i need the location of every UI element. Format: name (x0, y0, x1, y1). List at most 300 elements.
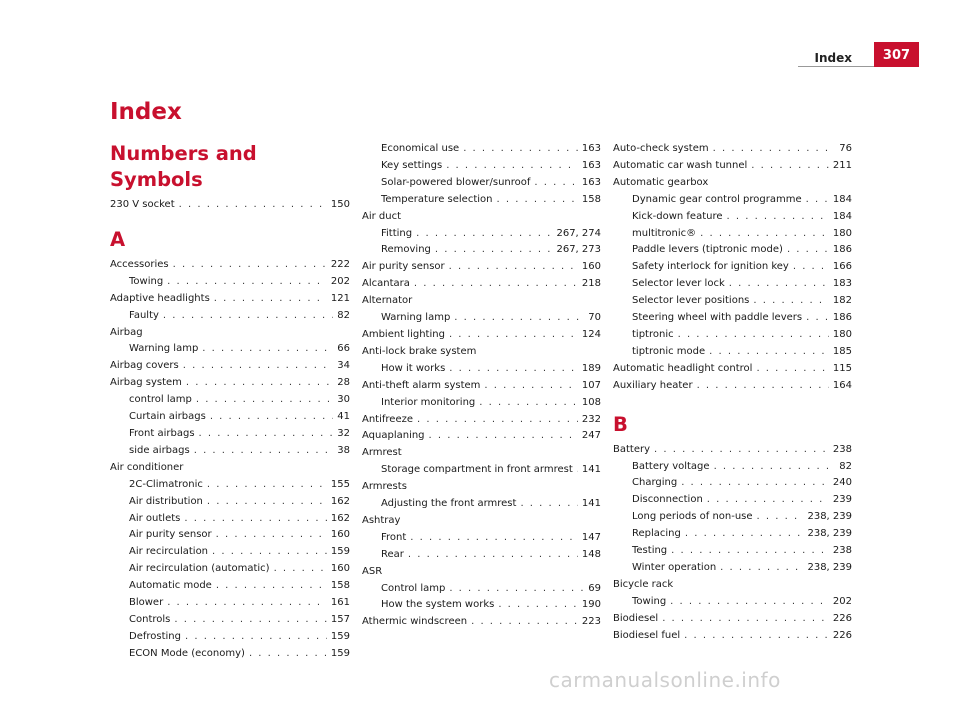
index-subentry (613, 475, 852, 492)
section-heading-b: B (613, 412, 628, 436)
index-subentry (362, 175, 601, 192)
entry-page: 164 (832, 379, 852, 391)
index-subentry (362, 496, 601, 513)
entry-term: Fitting (381, 227, 413, 239)
index-subentry (110, 646, 350, 663)
entry-term: Ambient lighting (362, 328, 445, 340)
entry-page: 240 (832, 477, 852, 489)
entry-page: 159 (330, 630, 350, 642)
index-subentry (362, 192, 601, 209)
entry-term: Charging (632, 477, 678, 489)
entry-term: Alcantara (362, 278, 410, 290)
index-subentry (613, 192, 852, 209)
index-subentry (110, 494, 350, 511)
entry-term: Testing (632, 545, 668, 557)
entry-term: Aquaplaning (362, 430, 425, 442)
dot-leader (700, 226, 829, 243)
entry-term: Adaptive headlights (110, 292, 210, 304)
entry-page: 107 (581, 379, 601, 391)
entry-page: 160 (330, 563, 350, 575)
dot-leader (249, 646, 327, 663)
entries-a-part3 (613, 141, 852, 395)
index-heading: Alternator (362, 295, 413, 307)
index-entry (613, 141, 852, 158)
entry-term: Faulty (129, 309, 159, 321)
index-entry (362, 378, 601, 395)
dot-leader (729, 276, 829, 293)
index-subentry (362, 597, 601, 614)
index-entry (362, 614, 601, 631)
index-subentry (110, 612, 350, 629)
dot-leader (713, 141, 836, 158)
index-subentry (613, 327, 852, 344)
dot-leader (216, 578, 327, 595)
entry-page: 38 (337, 444, 350, 456)
entry-term: Air recirculation (129, 546, 209, 558)
entry-term: Long periods of non-use (632, 511, 753, 523)
index-entry (613, 158, 852, 175)
index-subentry (110, 308, 350, 325)
dot-leader (446, 158, 578, 175)
index-entry (613, 628, 852, 645)
index-entry (362, 276, 601, 293)
index-subentry (110, 341, 350, 358)
index-heading: Ashtray (362, 514, 401, 526)
entry-page: 160 (581, 261, 601, 273)
dot-leader (707, 492, 829, 509)
entry-term: Accessories (110, 258, 169, 270)
entry-term: Removing (381, 244, 431, 256)
entry-term: Front (381, 531, 407, 543)
dot-leader (449, 581, 584, 598)
entry-page: 239 (832, 494, 852, 506)
dot-leader (163, 308, 333, 325)
index-heading: Air duct (362, 210, 402, 222)
entry-page: 202 (832, 595, 852, 607)
entry-term: How it works (381, 362, 446, 374)
section-heading-numbers: Numbers and Symbols (110, 142, 257, 191)
index-subentry (110, 426, 350, 443)
index-subentry (362, 141, 601, 158)
index-subentry (362, 547, 601, 564)
dot-leader (167, 595, 327, 612)
index-subentry (362, 361, 601, 378)
index-subentry (110, 595, 350, 612)
index-entry (613, 378, 852, 395)
entry-page: 247 (581, 430, 601, 442)
entry-term: Blower (129, 597, 164, 609)
entry-term: control lamp (129, 394, 192, 406)
index-entry (362, 327, 601, 344)
entry-page: 34 (337, 360, 350, 372)
index-subentry (110, 544, 350, 561)
entry-term: Warning lamp (129, 343, 199, 355)
dot-leader (697, 378, 829, 395)
dot-leader (274, 561, 327, 578)
entry-page: 158 (330, 580, 350, 592)
index-column-3 (613, 141, 852, 644)
dot-leader (654, 442, 829, 459)
dot-leader (408, 547, 578, 564)
dot-leader (577, 462, 578, 479)
index-subentry (110, 511, 350, 528)
dot-leader (435, 242, 553, 259)
entry-term: multitronic® (632, 227, 697, 239)
index-subentry (362, 226, 601, 243)
entry-page: 226 (832, 629, 852, 641)
entry-term: Biodiesel fuel (613, 629, 681, 641)
entry-page: 69 (588, 582, 601, 594)
entry-page: 180 (832, 227, 852, 239)
index-subentry (362, 581, 601, 598)
dot-leader (787, 242, 829, 259)
dot-leader (185, 629, 327, 646)
entry-page: 186 (832, 312, 852, 324)
dot-leader (210, 409, 333, 426)
dot-leader (167, 274, 327, 291)
index-column-2 (362, 141, 601, 631)
entry-page: 267, 274 (556, 227, 601, 239)
entry-page: 238, 239 (807, 528, 852, 540)
entry-term: Air recirculation (automatic) (129, 563, 270, 575)
index-subentry (613, 459, 852, 476)
index-subentry (110, 443, 350, 460)
index-subentry (110, 274, 350, 291)
dot-leader (449, 259, 578, 276)
entry-term: Automatic mode (129, 580, 212, 592)
entry-page: 41 (337, 411, 350, 423)
entry-term: side airbags (129, 444, 190, 456)
entry-term: Economical use (381, 143, 460, 154)
entry-term: Airbag system (110, 377, 182, 389)
dot-leader (498, 597, 578, 614)
entry-term: Disconnection (632, 494, 703, 506)
index-subentry (613, 276, 852, 293)
dot-leader (685, 526, 804, 543)
index-heading: Air conditioner (110, 461, 184, 473)
entry-page: 202 (330, 275, 350, 287)
entry-term: 2C-Climatronic (129, 478, 203, 490)
entry-term: Paddle levers (tiptronic mode) (632, 244, 783, 256)
entry-page: 28 (337, 377, 350, 389)
dot-leader (720, 560, 803, 577)
entry-page: 183 (832, 278, 852, 290)
entry-page: 163 (581, 143, 601, 154)
entry-term: Auto-check system (613, 143, 709, 154)
entry-page: 186 (832, 244, 852, 256)
entry-page: 238, 239 (807, 561, 852, 573)
entry-term: Air purity sensor (129, 529, 212, 541)
dot-leader (449, 361, 578, 378)
index-subentry (613, 344, 852, 361)
index-entry (613, 611, 852, 628)
entry-page: 166 (832, 261, 852, 273)
entry-term: Battery (613, 443, 651, 455)
entry-page: 124 (581, 328, 601, 340)
entry-page: 159 (330, 546, 350, 558)
dot-leader (806, 192, 829, 209)
index-entry (110, 291, 350, 308)
dot-leader (186, 375, 333, 392)
index-subentry (613, 226, 852, 243)
entry-page: 182 (832, 295, 852, 307)
entry-term: Air outlets (129, 512, 181, 524)
entry-term: Storage compartment in front armrest (381, 464, 573, 476)
entry-term: Temperature selection (381, 193, 493, 205)
entry-page: 238 (832, 443, 852, 455)
index-subentry (613, 259, 852, 276)
index-subentry (362, 530, 601, 547)
entry-term: Airbag covers (110, 360, 179, 372)
dot-leader (751, 158, 829, 175)
entry-page: 30 (337, 394, 350, 406)
dot-leader (496, 192, 577, 209)
entry-page: 238, 239 (807, 511, 852, 523)
index-entry (110, 358, 350, 375)
header-rule (798, 66, 874, 67)
entry-term: Front airbags (129, 427, 195, 439)
index-entry (362, 428, 601, 445)
dot-leader (179, 197, 327, 214)
index-subentry (613, 560, 852, 577)
entry-term: Defrosting (129, 630, 181, 642)
index-subentry (362, 395, 601, 412)
index-subentry (110, 629, 350, 646)
index-subentry (362, 242, 601, 259)
entry-page: 76 (839, 143, 852, 154)
entry-page: 82 (337, 309, 350, 321)
entry-term: Dynamic gear control programme (632, 193, 802, 205)
index-entry (110, 197, 350, 214)
index-heading: ASR (362, 565, 383, 577)
entries-a-part2 (362, 141, 601, 631)
dot-leader (196, 392, 333, 409)
entry-term: Adjusting the front armrest (381, 498, 517, 510)
dot-leader (671, 543, 829, 560)
entry-page: 141 (581, 498, 601, 510)
entry-term: Curtain airbags (129, 411, 206, 423)
entry-page: 158 (581, 193, 601, 205)
dot-leader (756, 361, 828, 378)
dot-leader (534, 175, 577, 192)
page-number: 307 (874, 42, 919, 67)
dot-leader (709, 344, 829, 361)
entries-numbers (110, 197, 350, 214)
entry-term: Steering wheel with paddle levers (632, 312, 803, 324)
dot-leader (670, 594, 829, 611)
dot-leader (681, 475, 829, 492)
dot-leader (216, 527, 327, 544)
index-subentry (362, 158, 601, 175)
index-heading: Automatic gearbox (613, 176, 709, 188)
dot-leader (753, 293, 829, 310)
index-subentry (613, 543, 852, 560)
entry-term: Safety interlock for ignition key (632, 261, 789, 273)
index-entry (362, 412, 601, 429)
header-label: Index (814, 51, 852, 65)
index-subentry (110, 477, 350, 494)
entry-term: 230 V socket (110, 199, 175, 210)
entry-page: 189 (581, 362, 601, 374)
dot-leader (520, 496, 577, 513)
entry-page: 82 (839, 460, 852, 472)
entry-term: Athermic windscreen (362, 616, 468, 628)
entry-term: Selector lever lock (632, 278, 725, 290)
entry-term: How the system works (381, 599, 495, 611)
entry-page: 141 (581, 464, 601, 476)
dot-leader (199, 426, 334, 443)
index-subentry (362, 310, 601, 327)
index-heading: Anti-lock brake system (362, 345, 477, 357)
entry-term: Interior monitoring (381, 396, 476, 408)
entry-page: 70 (588, 312, 601, 324)
dot-leader (714, 459, 836, 476)
index-subentry (613, 209, 852, 226)
entry-page: 180 (832, 328, 852, 340)
entry-term: Air purity sensor (362, 261, 445, 273)
entry-page: 211 (832, 159, 852, 171)
dot-leader (183, 358, 334, 375)
entry-page: 226 (832, 612, 852, 624)
entry-term: Biodiesel (613, 612, 659, 624)
entry-term: Automatic headlight control (613, 362, 753, 374)
entry-term: Towing (129, 275, 164, 287)
entry-page: 184 (832, 193, 852, 205)
index-entry (613, 442, 852, 459)
dot-leader (484, 378, 578, 395)
entry-term: Kick-down feature (632, 210, 723, 222)
entry-term: ECON Mode (economy) (129, 647, 245, 659)
entry-page: 115 (832, 362, 852, 374)
dot-leader (212, 544, 327, 561)
index-subentry (613, 293, 852, 310)
index-entry (613, 361, 852, 378)
section-heading-a: A (110, 227, 126, 251)
dot-leader (806, 310, 829, 327)
entries-b (613, 442, 852, 645)
entry-term: Control lamp (381, 582, 446, 594)
entry-page: 162 (330, 512, 350, 524)
entry-term: tiptronic mode (632, 345, 706, 357)
entry-page: 223 (581, 616, 601, 628)
entry-page: 163 (581, 159, 601, 171)
dot-leader (684, 628, 829, 645)
entry-page: 161 (330, 597, 350, 609)
entry-term: tiptronic (632, 328, 674, 340)
entry-page: 160 (330, 529, 350, 541)
page-title: Index (110, 99, 182, 125)
dot-leader (678, 327, 829, 344)
dot-leader (479, 395, 578, 412)
dot-leader (727, 209, 829, 226)
entry-term: Air distribution (129, 495, 203, 507)
index-entry (362, 259, 601, 276)
entry-page: 218 (581, 278, 601, 290)
entry-term: Auxiliary heater (613, 379, 693, 391)
dot-leader (194, 443, 334, 460)
entry-page: 163 (581, 176, 601, 188)
index-subentry (362, 462, 601, 479)
index-subentry (613, 310, 852, 327)
dot-leader (414, 276, 578, 293)
dot-leader (184, 511, 327, 528)
entry-page: 121 (330, 292, 350, 304)
index-subentry (110, 561, 350, 578)
index-subentry (110, 409, 350, 426)
entry-term: Key settings (381, 159, 443, 171)
entry-term: Selector lever positions (632, 295, 750, 307)
dot-leader (207, 494, 327, 511)
entry-page: 155 (330, 478, 350, 490)
index-heading: Bicycle rack (613, 578, 674, 590)
index-entry (110, 257, 350, 274)
index-subentry (110, 578, 350, 595)
dot-leader (214, 291, 327, 308)
dot-leader (757, 509, 804, 526)
entry-term: Rear (381, 548, 404, 560)
entry-page: 267, 273 (556, 244, 601, 256)
index-subentry (613, 242, 852, 259)
dot-leader (463, 141, 578, 158)
dot-leader (471, 614, 578, 631)
entry-page: 159 (330, 647, 350, 659)
entry-term: Warning lamp (381, 312, 451, 324)
entry-page: 108 (581, 396, 601, 408)
index-heading: Airbag (110, 326, 143, 338)
index-subentry (613, 492, 852, 509)
entry-page: 190 (581, 599, 601, 611)
index-subentry (613, 594, 852, 611)
index-subentry (110, 527, 350, 544)
index-column-1 (110, 141, 350, 663)
entry-term: Automatic car wash tunnel (613, 159, 748, 171)
entry-page: 66 (337, 343, 350, 355)
dot-leader (173, 257, 327, 274)
dot-leader (793, 259, 829, 276)
dot-leader (662, 611, 829, 628)
dot-leader (174, 612, 327, 629)
entry-page: 184 (832, 210, 852, 222)
entry-page: 232 (581, 413, 601, 425)
entry-page: 147 (581, 531, 601, 543)
entry-term: Replacing (632, 528, 681, 540)
entry-page: 32 (337, 427, 350, 439)
entry-term: Battery voltage (632, 460, 710, 472)
index-subentry (110, 392, 350, 409)
dot-leader (454, 310, 584, 327)
entry-page: 238 (832, 545, 852, 557)
dot-leader (416, 226, 552, 243)
entry-term: Winter operation (632, 561, 717, 573)
dot-leader (410, 530, 578, 547)
dot-leader (417, 412, 578, 429)
index-subentry (613, 526, 852, 543)
entry-term: Solar-powered blower/sunroof (381, 176, 531, 188)
entry-page: 222 (330, 258, 350, 270)
entry-term: Towing (632, 595, 667, 607)
index-subentry (613, 509, 852, 526)
index-entry (110, 375, 350, 392)
dot-leader (207, 477, 327, 494)
watermark: carmanualsonline.info (549, 668, 781, 692)
dot-leader (429, 428, 578, 445)
dot-leader (202, 341, 333, 358)
entry-page: 150 (330, 199, 350, 210)
entry-page: 185 (832, 345, 852, 357)
entry-term: Antifreeze (362, 413, 413, 425)
entry-page: 148 (581, 548, 601, 560)
index-heading: Armrest (362, 447, 402, 459)
